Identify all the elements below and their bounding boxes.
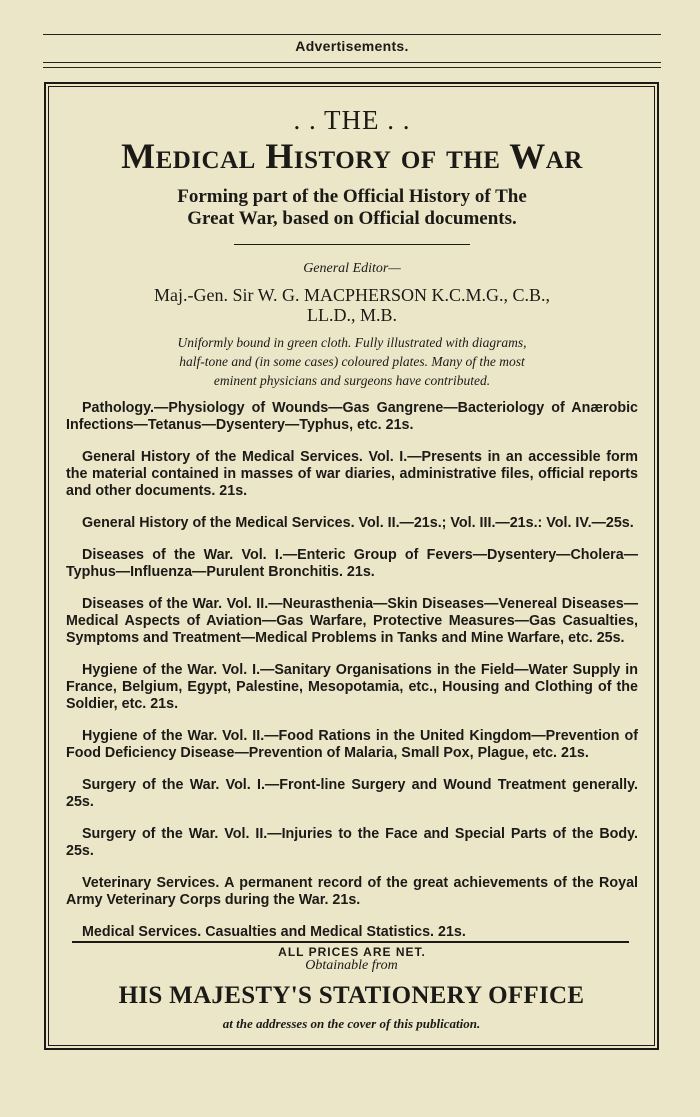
list-item: Veterinary Services. A permanent record of the great achievements of the Royal Army Veterinary Corps during the War. 21s.: [66, 874, 638, 908]
binding-description: [66, 333, 638, 390]
header-rule-2: [43, 67, 661, 68]
binding-line-2: half-tone and (in some cases) coloured plates. Many of the most: [179, 354, 525, 369]
subtitle-line-2: Great War, based on Official documents.: [187, 208, 517, 229]
list-item: General History of the Medical Services. Vol. I.—Presents in an accessible form the material contained in masses of war diaries, administrative files, official reports and other documents. 21s.: [66, 448, 638, 500]
the-heading: . . THE . .: [293, 105, 411, 135]
list-item: Surgery of the War. Vol. I.—Front-line Surgery and Wound Treatment generally. 25s.: [66, 776, 638, 811]
header-top-rule: [43, 34, 661, 35]
title-divider: [234, 244, 470, 245]
main-title: Medical History of the War: [121, 136, 583, 176]
binding-line-3: eminent physicians and surgeons have contributed.: [213, 373, 491, 388]
addresses-note: at the addresses on the cover of this publication.: [222, 1016, 481, 1031]
footer-divider: [72, 941, 629, 943]
subtitle: [66, 186, 638, 230]
page-header-title: Advertisements.: [295, 38, 409, 54]
header-rule-1: [43, 62, 661, 63]
subtitle-line-1: Forming part of the Official History of The: [177, 186, 527, 207]
editor-label: General Editor—: [303, 261, 401, 276]
list-item: Hygiene of the War. Vol. I.—Sanitary Organisations in the Field—Water Supply in France, Belgium, Egypt, Palestine, Mesopotamia, etc., Housing and Clothing of the Soldier, etc. 21s.: [66, 661, 638, 713]
advert-content: [66, 106, 638, 959]
list-item: Hygiene of the War. Vol. II.—Food Rations in the United Kingdom—Prevention of Food Deficiency Disease—Prevention of Malaria, Small Pox, Plague, etc. 21s.: [66, 727, 638, 762]
list-item: Diseases of the War. Vol. II.—Neurasthenia—Skin Diseases—Venereal Diseases—Medical Aspects of Aviation—Gas Warfare, Protective Measures—Gas Casualties, Symptoms and Treatment—Medical Problems in Tanks and Mine Warfare, etc. 25s.: [66, 595, 638, 647]
list-item: Surgery of the War. Vol. II.—Injuries to the Face and Special Parts of the Body. 25s.: [66, 825, 638, 860]
list-item: Medical Services. Casualties and Medical Statistics. 21s.: [82, 923, 466, 940]
obtainable-label: Obtainable from: [305, 958, 398, 973]
list-item: Diseases of the War. Vol. I.—Enteric Group of Fevers—Dysentery—Cholera—Typhus—Influenza—Purulent Bronchitis. 21s.: [66, 546, 638, 580]
volume-list: [66, 400, 638, 941]
editor-name: [66, 285, 638, 325]
prices-note: ALL PRICES ARE NET.: [278, 944, 426, 959]
editor-line-2: LL.D., M.B.: [307, 305, 397, 325]
publisher-name: HIS MAJESTY'S STATIONERY OFFICE: [118, 982, 585, 1009]
list-item: Pathology.—Physiology of Wounds—Gas Gangrene—Bacteriology of Anærobic Infections—Tetanus—Dysentery—Typhus, etc. 21s.: [66, 400, 638, 434]
binding-line-1: Uniformly bound in green cloth. Fully illustrated with diagrams,: [177, 335, 527, 350]
list-item: General History of the Medical Services. Vol. II.—21s.; Vol. III.—21s.: Vol. IV.—25s.: [82, 515, 634, 532]
editor-line-1: Maj.-Gen. Sir W. G. MACPHERSON K.C.M.G., C.B.,: [153, 285, 551, 305]
